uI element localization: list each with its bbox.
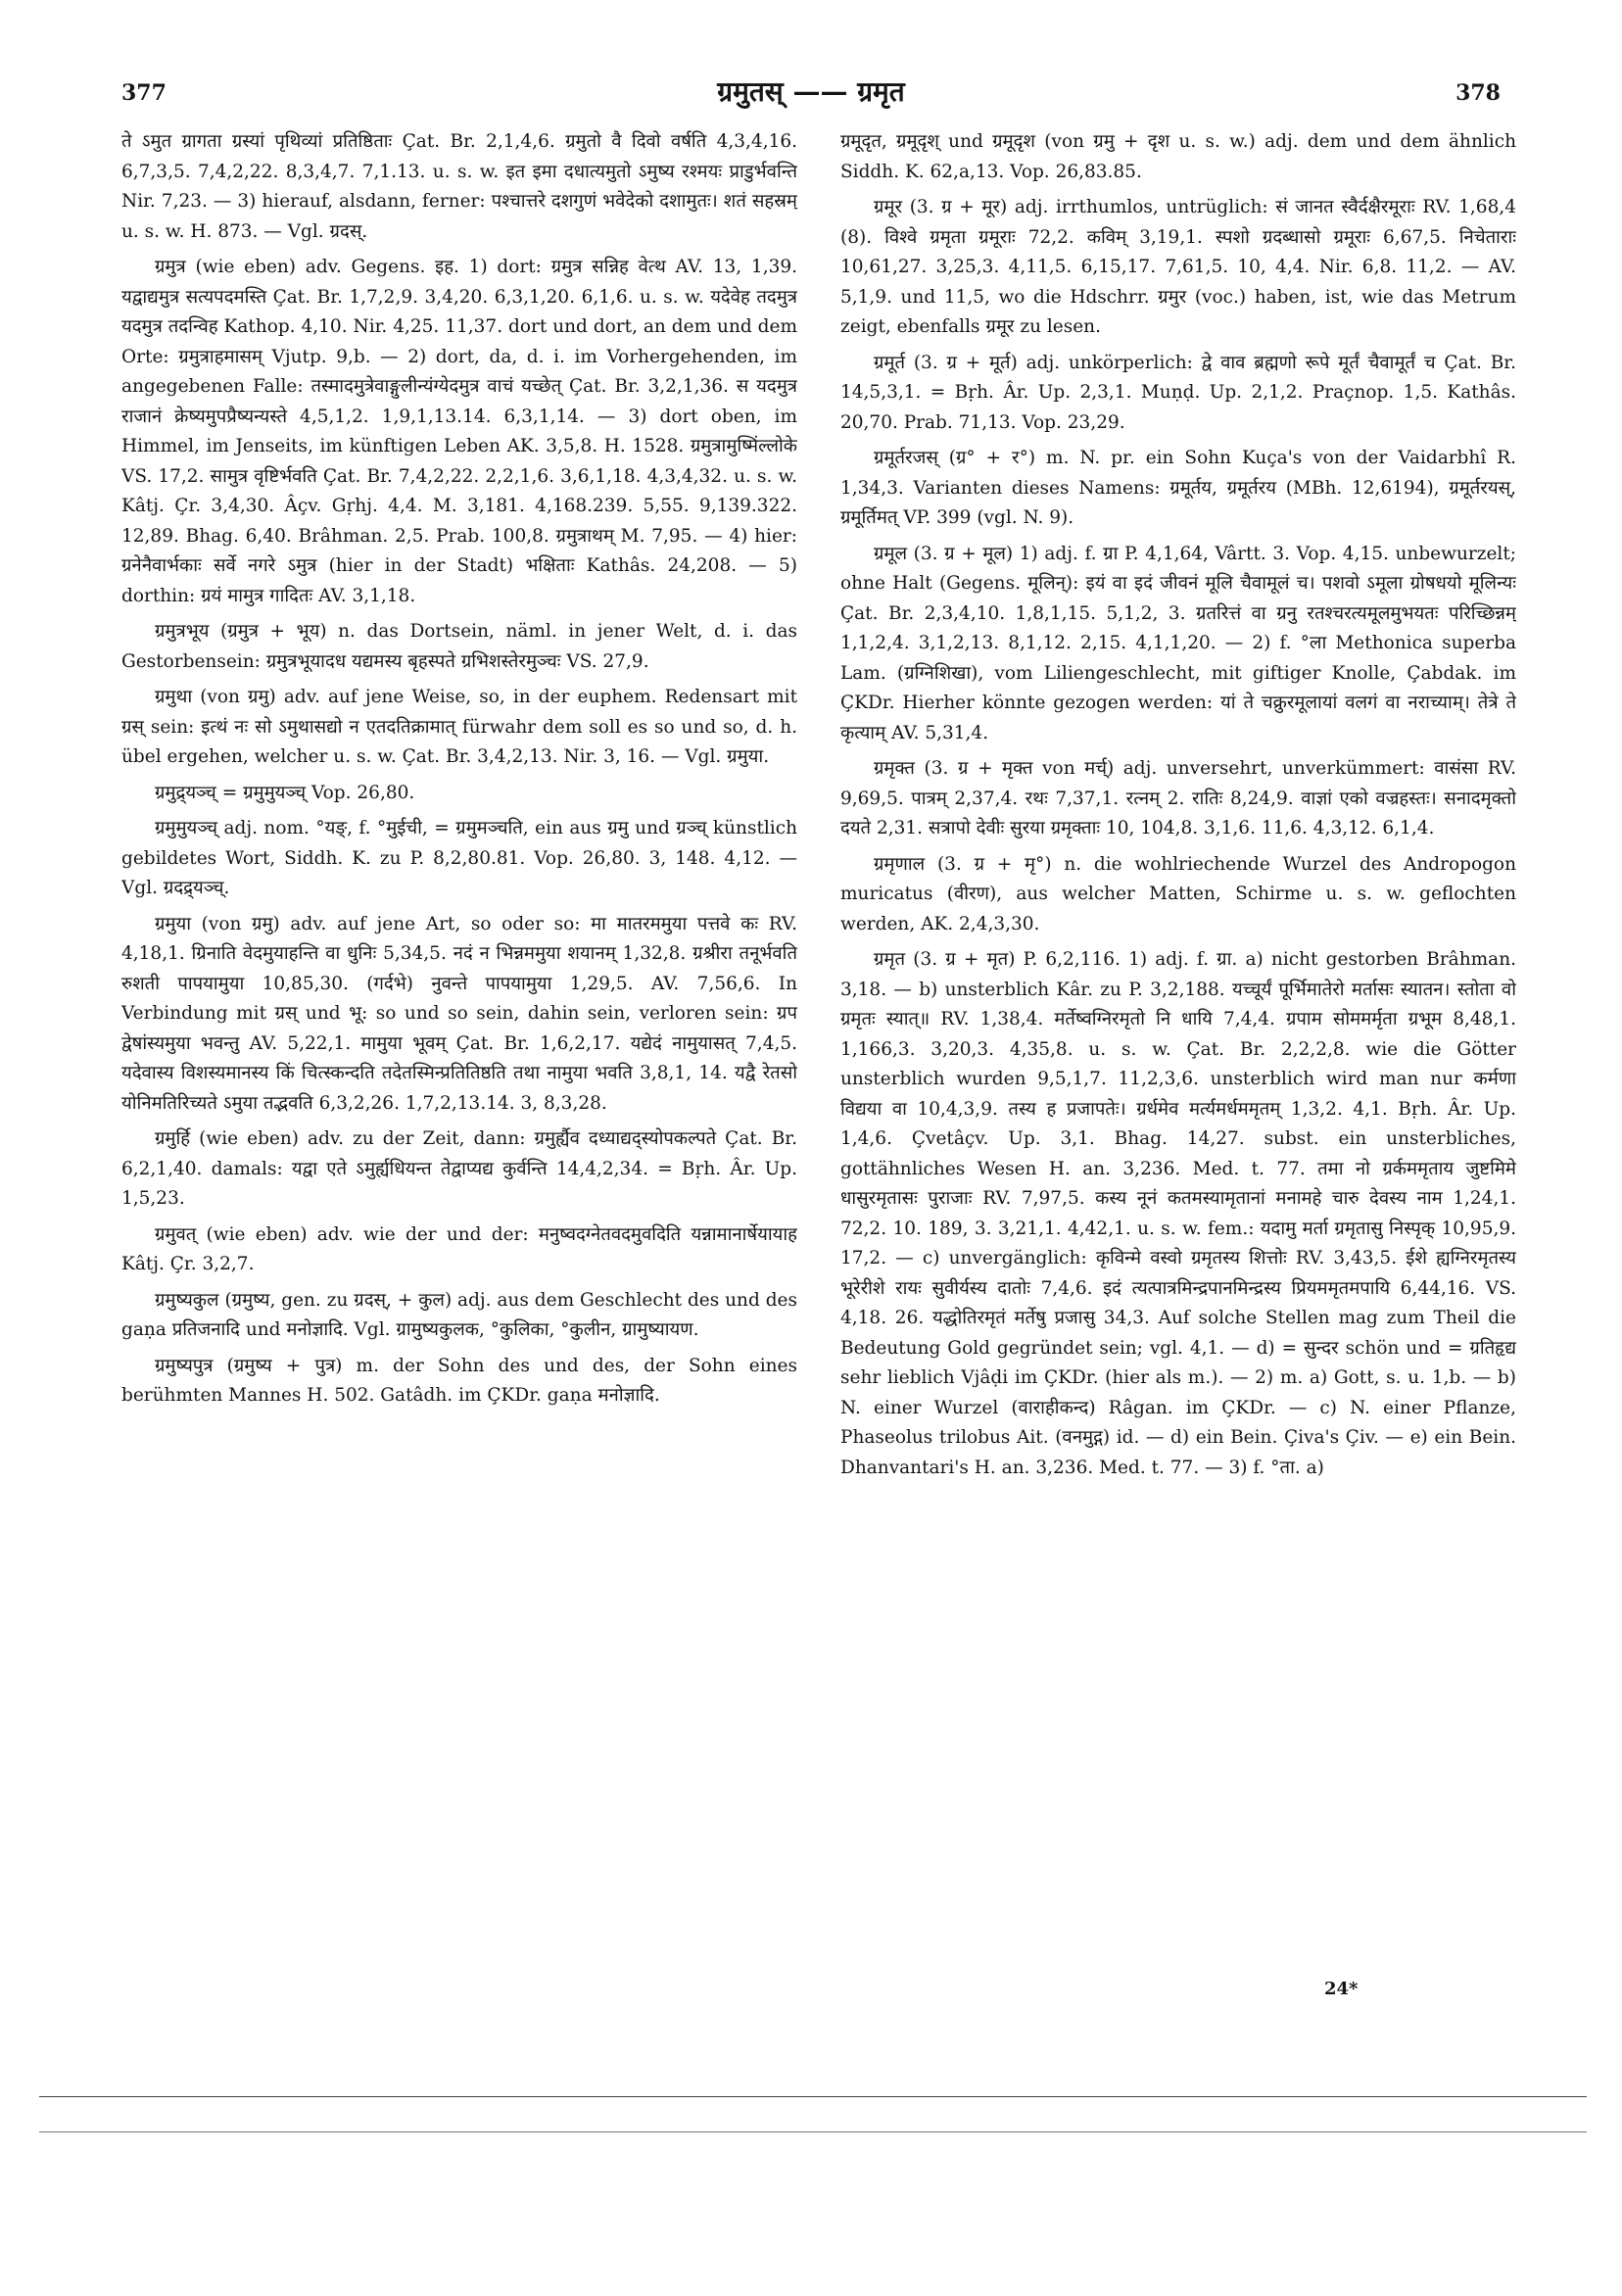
dictionary-entry: ग्रमुया (von ग्रमु) adv. auf jene Art, so oder so: मा मातरममुया पत्तवे कः RV. 4,18,1. ग्रिनाति वेदमुयाहन्ति वा धुनिः 5,34,5. नदं न भिन्नममुया शयानम् 1,32,8. ग्रश्रीरा तनूर्भवति रुशती पापयामुया 10,85,30. (गर्दभे) नुवन्ते पापयामुया 1,29,5. AV. 7,56,6. In Verbindung mit ग्रस् und भू: so und so sein, dahin sein, verloren sein: ग्रप द्वेषांस्यमुया भवन्तु AV. 5,22,1. मामुया भूवम् Çat. Br. 1,6,2,17. यद्येदं नामुयासत् 7,4,5. यदेवास्य विशस्यमानस्य किं चित्स्कन्दति तदेतस्मिन्प्रतितिष्ठति तथा नामुया भवति 3,8,1, 14. यद्वै रेतसो योनिमतिरिच्यते ऽमुया तद्भवति 6,3,2,26. 1,7,2,13.14. 3, 8,3,28. [121, 913, 797, 1114]
left-column [121, 127, 797, 1979]
dictionary-entry: ग्रमूल (3. ग्र + मूल) 1) adj. f. ग्रा P. 4,1,64, Vârtt. 3. Vop. 4,15. unbewurzelt; ohne Halt (Gegens. मूलिन्): इयं वा इदं जीवनं मूलि चैवामूलं च। पशवो ऽमूला ग्रोषधयो मूलिन्यः Çat. Br. 2,3,4,10. 1,8,1,15. 5,1,2, 3. ग्रतरित्तं वा ग्रनु रतश्चरत्यमूलमुभयतः परिच्छिन्नम् 1,1,2,4. 3,1,2,13. 8,1,12. 2,15. 4,1,1,20. — 2) f. °ला Methonica superba Lam. (ग्रग्निशिखा), vom Liliengeschlecht, mit giftiger Knolle, Çabdak. im ÇKDr. Hierher könnte gezogen werden: यां ते चक्रुरमूलायां वलगं वा नराच्याम्। तेत्रे ते कृत्याम् AV. 5,31,4. [840, 543, 1516, 743]
dictionary-entry: ग्रमूर्तरजस् (ग्र° + र°) m. N. pr. ein Sohn Kuça's von der Vaidarbhî R. 1,34,3. Varianten dieses Namens: ग्रमूर्तय, ग्रमूर्तरय (MBh. 12,6194), ग्रमूर्तरयस्, ग्रमूर्तिमत् VP. 399 (vgl. N. 9). [840, 448, 1516, 528]
dictionary-entry: ग्रमूदृत, ग्रमूदृश् und ग्रमूदृश (von ग्रमु + दृश u. s. w.) adj. dem und dem ähnlich Siddh. K. 62,a,13. Vop. 26,83.85. [840, 131, 1516, 182]
dictionary-entry: ग्रमृणाल (3. ग्र + मृ°) n. die wohlriechende Wurzel des Andropogon muricatus (वीरण), aus welcher Matten, Schirme u. s. w. geflochten werden, AK. 2,4,3,30. [840, 853, 1516, 934]
dictionary-entry: ग्रमुत्र (wie eben) adv. Gegens. इह. 1) dort: ग्रमुत्र सन्निह वेत्थ AV. 13, 1,39. यद्वाद्यमुत्र सत्यपदमस्ति Çat. Br. 1,7,2,9. 3,4,20. 6,3,1,20. 6,1,6. u. s. w. यदेवेह तदमुत्र यदमुत्र तदन्विह Kathop. 4,10. Nir. 4,25. 11,37. dort und dort, an dem und dem Orte: ग्रमुत्राहमासम् Vjutp. 9,b. — 2) dort, da, d. i. im Vorhergehenden, im angegebenen Falle: तस्मादमुत्रेवाङ्गुलीन्यंग्येदमुत्र वाचं यच्छेत् Çat. Br. 3,2,1,36. स यदमुत्र राजानं क्रेष्यमुपप्रैष्यन्यस्ते 4,5,1,2. 1,9,1,13.14. 6,3,1,14. — 3) dort oben, im Himmel, im Jenseits, im künftigen Leben AK. 3,5,8. H. 1528. ग्रमुत्रामुष्मिंल्लोके VS. 17,2. सामुत्र वृष्टिर्भवति Çat. Br. 7,4,2,22. 2,2,1,6. 3,6,1,18. 4,3,4,32. u. s. w. Kâtj. Çr. 3,4,30. Âçv. Gṛhj. 4,4. M. 3,181. 4,168.239. 5,55. 9,139.322. 12,89. Bhag. 6,40. Brâhman. 2,5. Prab. 100,8. ग्रमुत्राथम् M. 7,95. — 4) hier: ग्रनेनैवार्भकाः सर्वे नगरे ऽमुत्र (hier in der Stadt) भक्षिताः Kathâs. 24,208. — 5) dorthin: ग्रयं मामुत्र गादितः AV. 3,1,18. [121, 257, 797, 606]
running-header [121, 71, 1501, 129]
dictionary-entry: ते ऽमुत ग्रागता ग्रस्यां पृथिव्यां प्रतिष्ठिताः Çat. Br. 2,1,4,6. ग्रमुतो वै दिवो वर्षति 4,3,4,16. 6,7,3,5. 7,4,2,22. 8,3,4,7. 7,1.13. u. s. w. इत इमा दधात्यमुतो ऽमुष्य रश्मयः प्राडुर्भवन्ति Nir. 7,23. — 3) hierauf, alsdann, ferner: पश्चात्तरे दशगुणं भवेदेको दशामुतः। शतं सहस्रम् u. s. w. H. 873. — Vgl. ग्रदस्. [121, 131, 797, 242]
dictionary-entry: ग्रमृक्त (3. ग्र + मृक्त von मर्च्) adj. unversehrt, unverkümmert: वासंसा RV. 9,69,5. पात्रम् 2,37,4. रथः 7,37,1. रत्नम् 2. रातिः 8,24,9. वाज्ञां एको वज्रहस्तः। सनादमृक्तो दयते 2,31. सत्रापो देवीः सुरया ग्रमृक्ताः 10, 104,8. 3,1,6. 11,6. 4,3,12. 6,1,4. [840, 758, 1516, 838]
dictionary-entry: ग्रमुथा (von ग्रमु) adv. auf jene Weise, so, in der euphem. Redensart mit ग्रस् sein: इत्थं नः सो ऽमुथासद्यो न एतदतिक्रामात् fürwahr dem soll es so und so, d. h. übel ergehen, welcher u. s. w. Çat. Br. 3,4,2,13. Nir. 3, 16. — Vgl. ग्रमुया. [121, 687, 797, 767]
dictionary-entry: ग्रमुवत् (wie eben) adv. wie der und der: मनुष्वदग्नेतवदमुवदिति यन्नामानार्षेयायाह Kâtj. Çr. 3,2,7. [121, 1223, 797, 1274]
dictionary-entry: ग्रमृत (3. ग्र + मृत) P. 6,2,116. 1) adj. f. ग्रा. a) nicht gestorben Brâhman. 3,18. — b) unsterblich Kâr. zu P. 3,2,188. यच्चूर्यं पूर्भिमातेरो मर्तासः स्यातन। स्तोता वो ग्रमृतः स्यात्॥ RV. 1,38,4. मर्तेष्वग्निरमृतो नि धायि 7,4,4. ग्रपाम सोममर्मृता ग्रभूम 8,48,1. 1,166,3. 3,20,3. 4,35,8. u. s. w. Çat. Br. 2,2,2,8. wie die Götter unsterblich wurden 9,5,1,7. 11,2,3,6. unsterblich wird man nur कर्मणा विद्यया वा 10,4,3,9. तस्य ह प्रजापतेः। ग्रर्धमेव मर्त्यमर्धममृतम् 1,3,2. 4,1. Bṛh. Âr. Up. 1,4,6. Çvetâçv. Up. 3,1. Bhag. 14,27. subst. ein unsterbliches, gottähnliches Wesen H. an. 3,236. Med. t. 77. तमा नो ग्रर्कममृताय जुष्टमिमे धासुरमृतासः पुराजाः RV. 7,97,5. कस्य नूनं कतमस्यामृतानां मनामहे चारु देवस्य नाम 1,24,1. 72,2. 10. 189, 3. 3,21,1. 4,42,1. u. s. w. fem.: यदामु मर्ता ग्रमृतासु निस्पृक् 10,95,9. 17,2. — c) unvergänglich: कृविन्मे वस्वो ग्रमृतस्य शित्तोः RV. 3,43,5. ईशे ह्यग्निरमृतस्य भूरेरीशे रायः सुवीर्यस्य दातोः 7,4,6. इदं त्यत्पात्रमिन्द्रपानमिन्द्रस्य प्रियममृतमपायि 6,44,16. VS. 4,18. 26. यद्धोतिरमृतं मर्तेषु प्रजासु 34,3. Auf solche Stellen mag zum Theil die Bedeutung Gold gegründet sein; vgl. 4,1. — d) = सुन्दर schön und = ग्रतिहृद्य sehr lieblich Vjâḍi im ÇKDr. (hier als m.). — 2) m. a) Gott, s. u. 1,b. — b) N. einer Wurzel (वाराहीकन्द) Râgan. im ÇKDr. — c) N. einer Pflanze, Phaseolus trilobus Ait. (वनमुद्ग) id. — d) ein Bein. Çiva's Çiv. — e) ein Bein. Dhanvantari's H. an. 3,236. Med. t. 77. — 3) f. °ता. a) [840, 949, 1516, 1478]
dictionary-entry: ग्रमुष्यपुत्र (ग्रमुष्य + पुत्र) m. der Sohn des und des, der Sohn eines berühmten Mannes H. 502. Gatâdh. im ÇKDr. gaṇa मनोज्ञादि. [121, 1355, 797, 1406]
divider-line [39, 2096, 1587, 2097]
running-title: ग्रमुतस् —— ग्रमृत [717, 75, 905, 108]
dictionary-entry: ग्रमुमुयञ्च् adj. nom. °यङ्, f. °मुईची, = ग्रमुमञ्चति, ein aus ग्रमु und ग्रञ्च् künstlich gebildetes Wort, Siddh. K. zu P. 8,2,80.81. Vop. 26,80. 3, 148. 4,12. — Vgl. ग्रदद्र्यञ्च्. [121, 818, 797, 898]
dictionary-entry: ग्रमुत्रभूय (ग्रमुत्र + भूय) n. das Dortsein, näml. in jener Welt, d. i. das Gestorbensein: ग्रमुत्रभूयादध यद्यमस्य बृहस्पते ग्रभिशस्तेरमुञ्चः VS. 27,9. [121, 621, 797, 672]
right-column [840, 127, 1516, 1979]
signature-mark: 24* [1324, 1979, 1359, 1999]
dictionary-entry: ग्रमुद्र्यञ्च् = ग्रमुमुयञ्च् Vop. 26,80. [155, 782, 415, 803]
dictionary-entry: ग्रमूर (3. ग्र + मूर) adj. irrthumlos, untrüglich: सं जानत स्वैर्दक्षैरमूराः RV. 1,68,4 (8). विश्वे ग्रमृता ग्रमूराः 72,2. कविम् 3,19,1. स्पशो ग्रदब्धासो ग्रमूराः 6,67,5. निचेताराः 10,61,27. 3,25,3. 4,11,5. 6,15,17. 7,61,5. 10, 4,4. Nir. 6,8. 11,2. — AV. 5,1,9. und 11,5, wo die Hdschrr. ग्रमुर (voc.) haben, ist, wie das Metrum zeigt, ebenfalls ग्रमूर zu lesen. [840, 197, 1516, 337]
divider-line [39, 2131, 1587, 2132]
page-number-left: 377 [121, 80, 167, 106]
dictionary-entry: ग्रमूर्त (3. ग्र + मूर्त) adj. unkörperlich: द्वे वाव ब्रह्मणो रूपे मूर्तं चैवामूर्तं च Çat. Br. 14,5,3,1. = Bṛh. Âr. Up. 2,3,1. Muṇḍ. Up. 2,1,2. Praçnop. 1,5. Kathâs. 20,70. Prab. 71,13. Vop. 23,29. [840, 352, 1516, 433]
dictionary-entry: ग्रमुष्यकुल (ग्रमुष्य, gen. zu ग्रदस्, + कुल) adj. aus dem Geschlecht des und des gaṇa प्रतिजनादि und मनोज्ञादि. Vgl. ग्रामुष्यकुलक, °कुलिका, °कुलीन, ग्रामुष्यायण. [121, 1289, 797, 1340]
page-number-right: 378 [1455, 80, 1501, 106]
dictionary-entry: ग्रमुर्हि (wie eben) adv. zu der Zeit, dann: ग्रमुर्ह्यैव दध्याद्यद्स्योपकल्पते Çat. Br. 6,2,1,40. damals: यद्वा एते ऽमुर्ह्यधियन्त तेद्वाप्यद्य कुर्वन्ति 14,4,2,34. = Bṛh. Âr. Up. 1,5,23. [121, 1128, 797, 1209]
